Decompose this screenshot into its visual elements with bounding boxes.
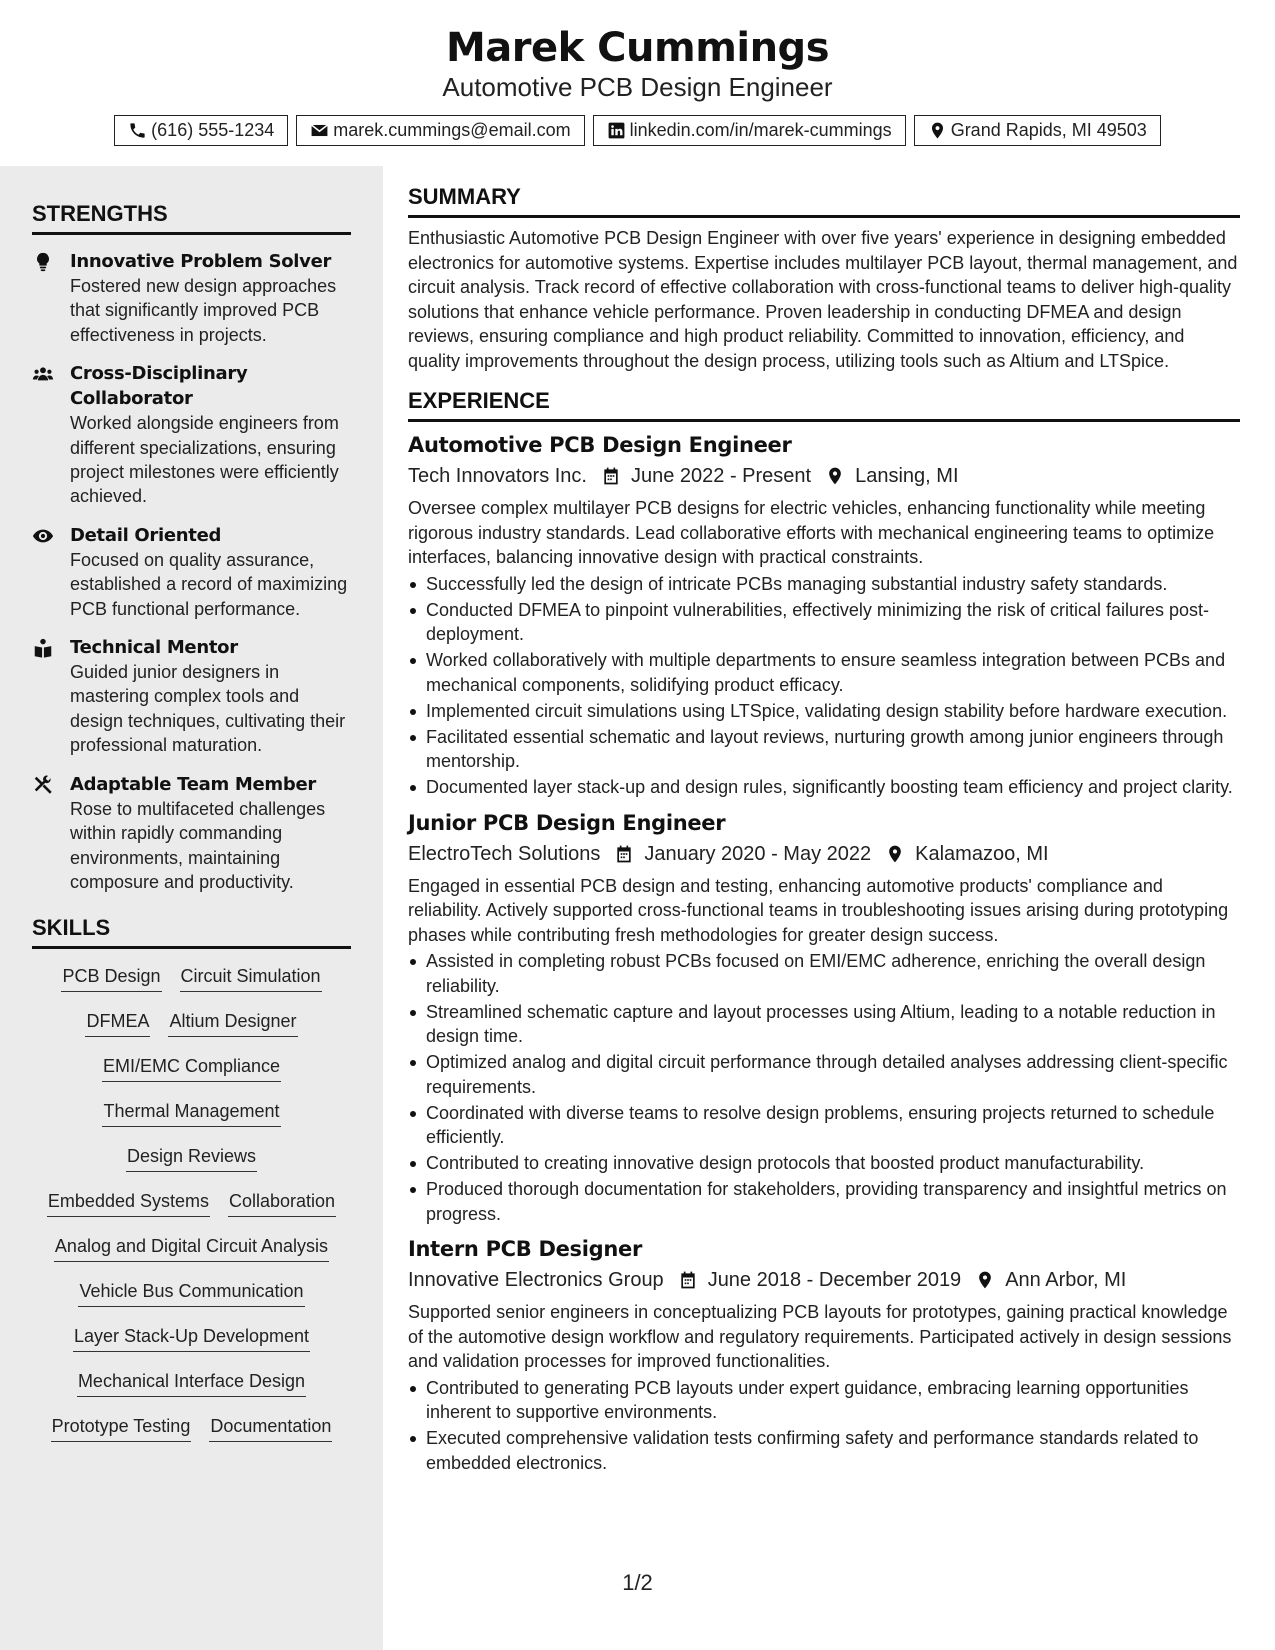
- resume-header: [0, 0, 1275, 166]
- bullet-item: Contributed to creating innovative design protocols that boosted product manufacturability.: [408, 1151, 1240, 1176]
- contact-linkedin[interactable]: [593, 115, 906, 146]
- candidate-role: Automotive PCB Design Engineer: [442, 72, 833, 102]
- strength-item: [32, 772, 351, 895]
- job-description: Oversee complex multilayer PCB designs for electric vehicles, enhancing functionality while meeting rigorous industry standards. Lead collaborative efforts with mechanical engineering teams to optimize interfaces, balancing innovative design with practical constraints.: [408, 498, 1215, 567]
- calendar-icon: [614, 844, 634, 864]
- job-bullets: [408, 1376, 1240, 1476]
- bullet-item: Optimized analog and digital circuit performance through detailed analyses addressing client-specific requirements.: [408, 1050, 1240, 1099]
- job-dates: June 2022 - Present: [630, 465, 812, 487]
- bullet-item: Contributed to generating PCB layouts under expert guidance, embracing learning opportunities inherent to supportive environments.: [408, 1376, 1240, 1425]
- strength-title: Adaptable Team Member: [70, 773, 316, 795]
- strength-title: Detail Oriented: [70, 524, 222, 546]
- skills-heading: SKILLS: [32, 898, 351, 949]
- bullet-item: Produced thorough documentation for stakeholders, providing transparency and insightful metrics on progress.: [408, 1177, 1240, 1226]
- map-pin-icon: [825, 466, 845, 486]
- skill-tag: Thermal Management: [102, 1098, 280, 1127]
- bullet-item: Worked collaboratively with multiple departments to ensure seamless integration between PCBs and mechanical components, solidifying product efficacy.: [408, 648, 1240, 697]
- strength-title: Cross-Disciplinary Collaborator: [70, 363, 248, 410]
- contact-email[interactable]: [296, 115, 584, 146]
- strength-desc: Rose to multifaceted challenges within rapidly commanding environments, maintaining composure and productivity.: [70, 798, 326, 892]
- job-meta: [408, 838, 1240, 870]
- strength-item: [32, 249, 351, 347]
- strength-item: [32, 523, 351, 621]
- job-description: Supported senior engineers in conceptualizing PCB layouts for prototypes, gaining practical knowledge of the automotive design workflow and regulatory requirements. Participated actively in design sessions and validation processes for improved functionalities.: [408, 1302, 1232, 1371]
- skill-tag: EMI/EMC Compliance: [102, 1053, 281, 1082]
- skill-tag: Embedded Systems: [47, 1188, 210, 1217]
- job-location: Kalamazoo, MI: [915, 842, 1049, 865]
- skill-tag: DFMEA: [85, 1008, 150, 1037]
- strength-item: [32, 635, 351, 758]
- skill-tag: Circuit Simulation: [180, 963, 322, 992]
- job-company: Innovative Electronics Group: [408, 1269, 664, 1291]
- job-location: Lansing, MI: [855, 465, 959, 487]
- strength-title: Innovative Problem Solver: [70, 251, 332, 272]
- job-title: Intern PCB Designer: [408, 1237, 643, 1261]
- job-entry: [408, 808, 1240, 1227]
- skill-tag: Analog and Digital Circuit Analysis: [54, 1233, 329, 1262]
- bullet-item: Facilitated essential schematic and layout reviews, nurturing growth among junior engineers through mentorship.: [408, 725, 1240, 774]
- bullet-item: Successfully led the design of intricate PCBs managing substantial industry safety standards.: [408, 572, 1240, 597]
- linkedin-icon: [607, 121, 626, 140]
- bullet-item: Executed comprehensive validation tests confirming safety and performance standards related to embedded electronics.: [408, 1426, 1240, 1475]
- skill-tag: Mechanical Interface Design: [77, 1368, 306, 1397]
- job-dates: January 2020 - May 2022: [644, 842, 872, 865]
- job-title: Junior PCB Design Engineer: [408, 810, 726, 835]
- job-meta: [408, 460, 1240, 492]
- bullet-item: Documented layer stack-up and design rules, significantly boosting team efficiency and project clarity.: [408, 775, 1240, 800]
- skill-tag: Documentation: [209, 1413, 332, 1442]
- job-company: ElectroTech Solutions: [408, 842, 601, 865]
- eye-icon: [32, 525, 54, 547]
- tools-icon: [32, 774, 54, 796]
- bullet-item: Assisted in completing robust PCBs focused on EMI/EMC adherence, enriching the overall design reliability.: [408, 949, 1240, 998]
- book-reader-icon: [32, 637, 54, 659]
- strength-desc: Fostered new design approaches that significantly improved PCB effectiveness in projects.: [70, 276, 337, 345]
- job-description: Engaged in essential PCB design and testing, enhancing automotive products' compliance and reliability. Actively supported cross-functional teams in troubleshooting issues arising during prototyping phases while contributing fresh methodologies for greater design success.: [408, 875, 1229, 945]
- strength-item: [32, 361, 351, 509]
- job-meta: [408, 1264, 1240, 1296]
- contact-location[interactable]: [914, 115, 1161, 146]
- phone-icon: [128, 121, 147, 140]
- strengths-heading: STRENGTHS: [32, 184, 351, 235]
- contact-phone[interactable]: [114, 115, 288, 146]
- map-pin-icon: [975, 1270, 995, 1290]
- summary-text: Enthusiastic Automotive PCB Design Engineer with over five years' experience in designing embedded electronics for automotive systems. Expertise includes multilayer PCB layout, thermal management, and circuit analysis. Track record of effective collaboration with cross-functional teams to deliver high-quality solutions that enhance vehicle performance. Proven leadership in conducting DFMEA and design reviews, ensuring compliance and high product reliability. Committed to innovation, efficiency, and quality improvements throughout the design process, utilizing tools such as Altium and LTSpice.: [408, 228, 1238, 371]
- contact-bar: [0, 115, 1275, 146]
- job-bullets: [408, 572, 1240, 800]
- main-column: [408, 166, 1240, 1650]
- calendar-icon: [601, 466, 621, 486]
- job-location: Ann Arbor, MI: [1005, 1269, 1127, 1291]
- job-title: Automotive PCB Design Engineer: [408, 433, 792, 457]
- lightbulb-icon: [32, 251, 54, 273]
- map-pin-icon: [885, 844, 905, 864]
- skill-tag: PCB Design: [61, 963, 161, 992]
- contact-location-text: Grand Rapids, MI 49503: [950, 120, 1147, 140]
- experience-heading: EXPERIENCE: [408, 373, 1240, 422]
- strength-desc: Worked alongside engineers from different specializations, ensuring project milestones were efficiently achieved.: [70, 413, 339, 507]
- bullet-item: Coordinated with diverse teams to resolve design problems, ensuring projects returned to schedule efficiently.: [408, 1101, 1240, 1150]
- skill-tag: Prototype Testing: [51, 1413, 192, 1442]
- page-number: 1/2: [622, 1570, 653, 1595]
- job-bullets: [408, 949, 1240, 1226]
- calendar-icon: [678, 1270, 698, 1290]
- contact-phone-text: (616) 555-1234: [151, 120, 275, 140]
- skill-tag: Layer Stack-Up Development: [73, 1323, 310, 1352]
- contact-linkedin-text: linkedin.com/in/marek-cummings: [629, 120, 892, 140]
- job-entry: [408, 1234, 1240, 1475]
- job-entry: [408, 430, 1240, 800]
- skills-list: [32, 963, 351, 1458]
- envelope-icon: [310, 121, 329, 140]
- contact-email-text: marek.cummings@email.com: [333, 120, 571, 140]
- job-dates: June 2018 - December 2019: [707, 1269, 962, 1291]
- bullet-item: Implemented circuit simulations using LTSpice, validating design stability before hardware execution.: [408, 699, 1240, 724]
- strength-desc: Focused on quality assurance, established a record of maximizing PCB functional performance.: [70, 549, 348, 619]
- strength-title: Technical Mentor: [70, 637, 238, 659]
- bullet-item: Conducted DFMEA to pinpoint vulnerabilities, effectively minimizing the risk of critical failures post-deployment.: [408, 598, 1240, 647]
- skill-tag: Collaboration: [228, 1188, 336, 1217]
- summary-heading: SUMMARY: [408, 166, 1240, 218]
- skill-tag: Design Reviews: [126, 1143, 257, 1172]
- skill-tag: Vehicle Bus Communication: [78, 1278, 304, 1307]
- map-pin-icon: [928, 121, 947, 140]
- strength-desc: Guided junior designers in mastering complex tools and design techniques, cultivating their professional maturation.: [70, 662, 346, 756]
- sidebar: [0, 166, 383, 1650]
- bullet-item: Streamlined schematic capture and layout processes using Altium, leading to a notable reduction in design time.: [408, 1000, 1240, 1049]
- job-company: Tech Innovators Inc.: [408, 465, 587, 487]
- skill-tag: Altium Designer: [168, 1008, 297, 1037]
- candidate-name: Marek Cummings: [446, 25, 829, 71]
- users-icon: [32, 363, 54, 385]
